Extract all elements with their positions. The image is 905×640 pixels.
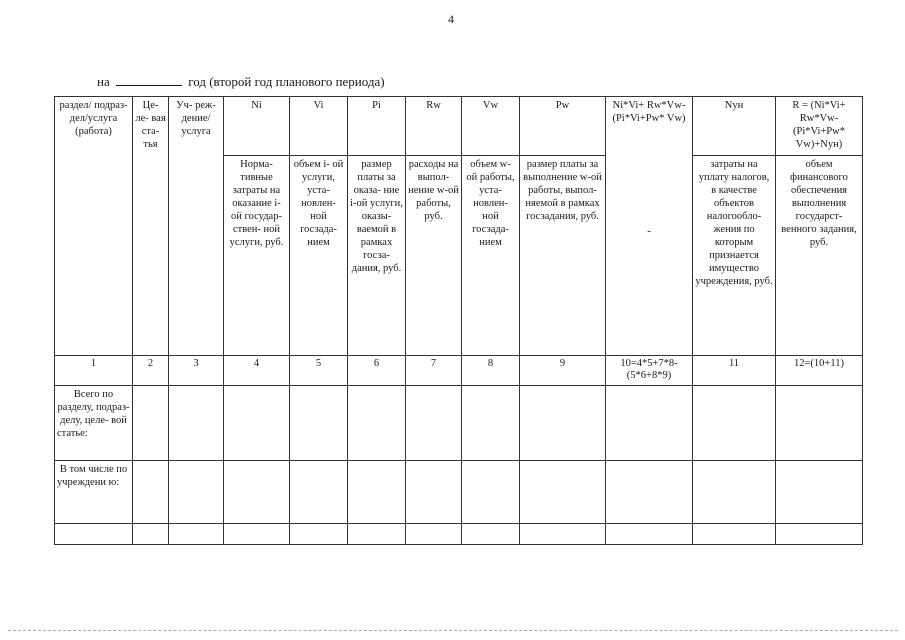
empty-cell <box>462 461 520 524</box>
column-number-row <box>55 356 863 386</box>
empty-cell <box>693 524 776 545</box>
empty-cell <box>169 461 224 524</box>
empty-cell <box>290 461 348 524</box>
header-cell: Уч- реж- дение/ услуга <box>169 97 224 356</box>
description-cell: объем i- ой услуги, уста- новлен- ной госзада- нием <box>290 156 348 356</box>
empty-cell <box>406 461 462 524</box>
empty-cell <box>606 461 693 524</box>
header-cell: R = (Ni*Vi+ Rw*Vw- (Pi*Vi+Pw* Vw)+Nун) <box>776 97 863 156</box>
column-number: 4 <box>224 356 290 386</box>
page-number: 4 <box>448 12 454 26</box>
empty-cell <box>133 461 169 524</box>
empty-cell <box>290 524 348 545</box>
column-number: 10=4*5+7*8- (5*6+8*9) <box>606 356 693 386</box>
empty-cell <box>133 386 169 461</box>
calculation-table <box>54 96 863 545</box>
period-suffix: год (второй год планового периода) <box>188 74 385 89</box>
empty-cell <box>224 461 290 524</box>
column-number: 11 <box>693 356 776 386</box>
total-row-label: Всего по разделу, подраз- делу, целе- вой статье: <box>55 386 133 461</box>
empty-cell <box>169 524 224 545</box>
year-blank <box>116 73 182 86</box>
empty-cell <box>693 461 776 524</box>
empty-cell <box>776 524 863 545</box>
empty-cell <box>133 524 169 545</box>
empty-cell <box>776 461 863 524</box>
column-number: 7 <box>406 356 462 386</box>
header-cell: Vw <box>462 97 520 156</box>
header-cell: Pw <box>520 97 606 156</box>
description-cell: объем финансового обеспечения выполнения государст- венного задания, руб. <box>776 156 863 356</box>
period-prefix: на <box>97 74 110 89</box>
header-cell: Rw <box>406 97 462 156</box>
empty-cell <box>406 524 462 545</box>
empty-cell <box>520 524 606 545</box>
dash-mark: - <box>647 226 651 237</box>
page-bottom-rule <box>8 630 898 631</box>
column-number: 6 <box>348 356 406 386</box>
empty-cell <box>462 524 520 545</box>
column-number: 2 <box>133 356 169 386</box>
institution-row-label: В том числе по учреждени ю: <box>55 461 133 524</box>
empty-cell <box>520 461 606 524</box>
header-cell: раздел/ подраз- дел/услуга (работа) <box>55 97 133 356</box>
empty-cell <box>348 461 406 524</box>
header-cell: Ni <box>224 97 290 156</box>
empty-cell <box>348 524 406 545</box>
header-cell: Vi <box>290 97 348 156</box>
empty-cell <box>606 524 693 545</box>
empty-cell <box>462 386 520 461</box>
empty-cell <box>290 386 348 461</box>
empty-cell <box>776 386 863 461</box>
institution-row <box>55 461 863 524</box>
header-cell: Це- ле- вая ста- тья <box>133 97 169 356</box>
header-text: Ni*Vi+ Rw*Vw- (Pi*Vi+Pw* Vw) <box>612 100 686 124</box>
empty-cell <box>224 524 290 545</box>
total-row <box>55 386 863 461</box>
period-line <box>97 73 385 90</box>
description-cell: затраты на уплату налогов, в качестве объектов налогообло- жения по которым признается имущество учреждения, руб. <box>693 156 776 356</box>
empty-cell <box>224 386 290 461</box>
column-number: 1 <box>55 356 133 386</box>
empty-row <box>55 524 863 545</box>
header-cell: Pi <box>348 97 406 156</box>
description-cell: размер платы за выполнение w-ой работы, выпол- няемой в рамках госзадания, руб. <box>520 156 606 356</box>
header-row <box>55 97 863 156</box>
header-cell-combined <box>606 97 693 356</box>
description-cell: расходы на выпол- нение w-ой работы, руб. <box>406 156 462 356</box>
column-number: 12=(10+11) <box>776 356 863 386</box>
empty-cell <box>520 386 606 461</box>
column-number: 3 <box>169 356 224 386</box>
empty-cell <box>606 386 693 461</box>
description-cell: размер платы за оказа- ние i-ой услуги, оказы- ваемой в рамках госза- дания, руб. <box>348 156 406 356</box>
empty-cell <box>406 386 462 461</box>
column-number: 8 <box>462 356 520 386</box>
empty-cell <box>169 386 224 461</box>
description-cell: объем w- ой работы, уста- новлен- ной госзада- нием <box>462 156 520 356</box>
header-cell: Nун <box>693 97 776 156</box>
empty-cell <box>55 524 133 545</box>
column-number: 9 <box>520 356 606 386</box>
column-number: 5 <box>290 356 348 386</box>
empty-cell <box>693 386 776 461</box>
empty-cell <box>348 386 406 461</box>
description-cell: Норма- тивные затраты на оказание i- ой государ- ствен- ной услуги, руб. <box>224 156 290 356</box>
